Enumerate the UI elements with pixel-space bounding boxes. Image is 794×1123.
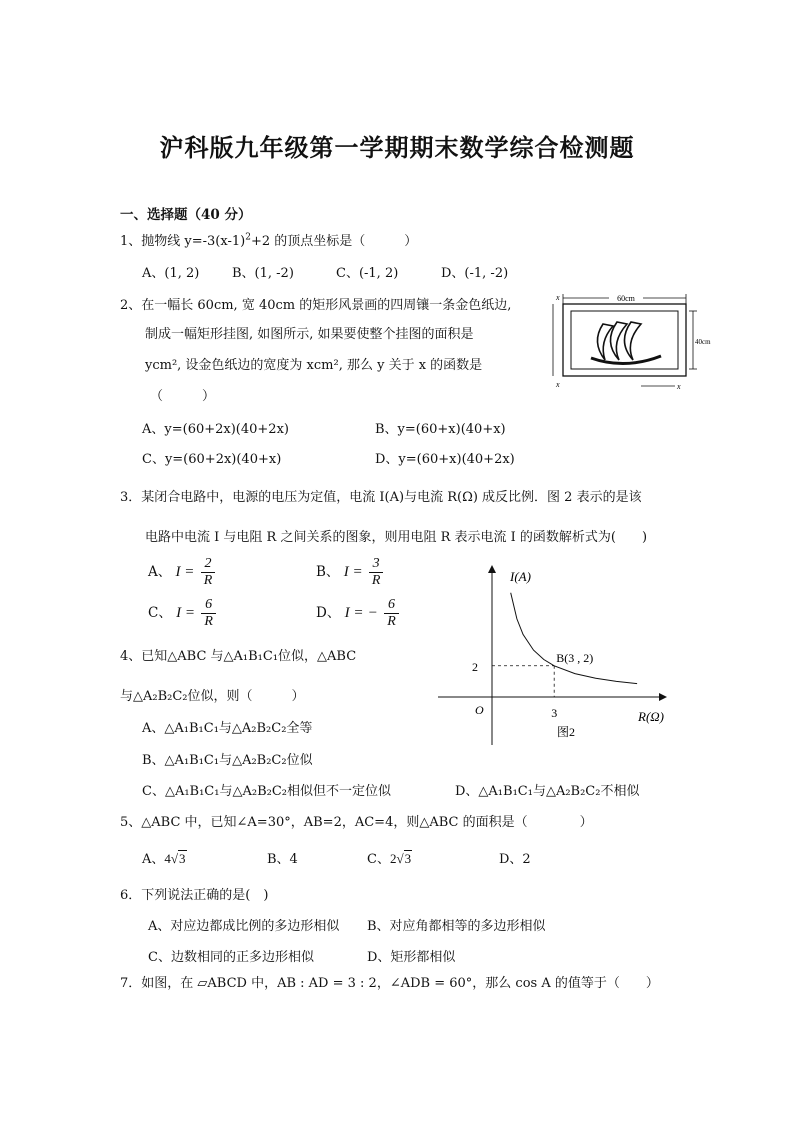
sqrt-radicand: 3	[404, 851, 412, 866]
page-title: 沪科版九年级第一学期期末数学综合检测题	[159, 133, 635, 162]
fraction-numerator: 2	[204, 556, 212, 571]
x-tick-label: 3	[551, 706, 558, 720]
question-1-option-a[interactable]: A、(1, 2)	[142, 266, 200, 281]
question-7-stem: 7．如图，在 ▱ABCD 中，AB : AD = 3 : 2，∠ADB = 60°，那么 cos A 的值等于（ ）	[120, 976, 659, 991]
question-1-stem-a: 1、抛物线 y=-3(x-1)	[120, 234, 246, 249]
question-3-option-c[interactable]	[148, 597, 218, 630]
fraction-denominator: R	[201, 572, 216, 589]
question-1-stem-b: +2 的顶点坐标是（ ）	[250, 234, 418, 249]
frame-height-label: 40cm	[695, 338, 711, 346]
question-6-option-d[interactable]: D、矩形都相似	[367, 950, 456, 965]
question-2-line-4: （ ）	[150, 389, 216, 404]
question-5-option-a[interactable]	[142, 848, 187, 867]
fraction-numerator: 6	[388, 597, 395, 612]
option-label: A、	[142, 852, 165, 867]
question-6-option-a[interactable]: A、对应边都成比例的多边形相似	[148, 919, 340, 934]
fraction-denominator: R	[384, 613, 399, 630]
fraction-denominator: R	[201, 613, 216, 630]
option-label: B、	[316, 564, 340, 580]
inverse-proportion-graph	[430, 560, 680, 750]
frame-x-label-bottom: x	[556, 380, 560, 389]
question-3-option-d[interactable]	[316, 597, 401, 630]
point-b-label: B(3 , 2)	[556, 650, 594, 665]
question-5-option-c[interactable]	[367, 848, 412, 867]
option-fraction	[369, 556, 384, 589]
question-4-option-d[interactable]: D、△A₁B₁C₁与△A₂B₂C₂不相似	[455, 784, 640, 799]
sqrt-expression: 2√3	[389, 851, 412, 866]
option-label: C、	[367, 852, 390, 867]
sqrt-radicand: 3	[179, 851, 186, 866]
option-fraction	[384, 597, 399, 630]
option-fraction	[201, 597, 216, 630]
x-axis-label: R(Ω)	[638, 709, 664, 724]
curve-series	[511, 593, 637, 684]
option-lhs: I =	[343, 564, 363, 580]
question-5-stem: 5、△ABC 中，已知∠A=30°，AB=2，AC=4，则△ABC 的面积是（ ）	[120, 815, 593, 830]
option-lhs: I =	[344, 605, 364, 621]
y-axis-label: I(A)	[510, 569, 531, 584]
frame-x-label-top: x	[556, 293, 560, 302]
question-2-line-1: 2、在一幅长 60cm, 宽 40cm 的矩形风景画的四周镶一条金色纸边,	[120, 298, 512, 313]
question-2-option-a[interactable]: A、y=(60+2x)(40+2x)	[142, 422, 289, 437]
question-3-option-b[interactable]	[316, 556, 385, 589]
question-2-option-c[interactable]: C、y=(60+2x)(40+x)	[142, 452, 282, 467]
frame-figure	[545, 290, 715, 400]
frame-x-label-right: x	[677, 382, 681, 391]
sqrt-coefficient: 2	[389, 851, 397, 866]
question-2-line-3: ycm², 设金色纸边的宽度为 xcm², 那么 y 关于 x 的函数是	[145, 358, 483, 373]
fraction-numerator: 6	[205, 597, 213, 612]
question-1-stem	[120, 230, 417, 249]
question-5-option-d[interactable]: D、2	[499, 852, 531, 867]
frame-width-label: 60cm	[617, 294, 635, 303]
option-label: C、	[148, 605, 172, 621]
fraction-denominator: R	[369, 572, 384, 589]
sqrt-expression: 4√3	[164, 851, 186, 866]
origin-label: O	[475, 703, 484, 717]
question-3-line-2: 电路中电流 I 与电阻 R 之间关系的图象，则用电阻 R 表示电流 I 的函数解析式为( )	[145, 530, 648, 545]
question-4-line-2: 与△A₂B₂C₂位似，则（ ）	[120, 689, 305, 704]
question-2-option-d[interactable]: D、y=(60+x)(40+2x)	[375, 452, 515, 467]
question-2-line-2: 制成一幅矩形挂图, 如图所示, 如果要使整个挂图的面积是	[145, 327, 474, 342]
question-1-option-b[interactable]: B、(1, -2)	[232, 266, 294, 281]
fraction-numerator: 3	[372, 556, 380, 571]
option-label: A、	[148, 564, 172, 580]
question-4-option-a[interactable]: A、△A₁B₁C₁与△A₂B₂C₂全等	[142, 721, 313, 736]
question-4-option-b[interactable]: B、△A₁B₁C₁与△A₂B₂C₂位似	[142, 753, 313, 768]
option-label: D、	[316, 605, 341, 621]
question-4-option-c[interactable]: C、△A₁B₁C₁与△A₂B₂C₂相似但不一定位似	[142, 784, 391, 799]
section-heading: 一、选择题（40 分）	[120, 207, 252, 223]
question-1-exponent: 2	[245, 232, 251, 243]
question-5-option-b[interactable]: B、4	[267, 852, 298, 867]
question-1-option-c[interactable]: C、(-1, 2)	[336, 266, 399, 281]
question-3-line-1: 3．某闭合电路中，电源的电压为定值，电流 I(A)与电流 R(Ω) 成反比例．图 2 表示的是该	[120, 490, 642, 505]
option-sign: −	[367, 605, 378, 621]
question-3-option-a[interactable]	[148, 556, 217, 589]
question-6-stem: 6．下列说法正确的是( )	[120, 888, 269, 903]
option-lhs: I =	[176, 605, 196, 621]
question-2-option-b[interactable]: B、y=(60+x)(40+x)	[375, 422, 506, 437]
question-1-option-d[interactable]: D、(-1, -2)	[441, 266, 509, 281]
question-6-option-c[interactable]: C、边数相同的正多边形相似	[148, 950, 314, 965]
option-lhs: I =	[175, 564, 195, 580]
sqrt-coefficient: 4	[164, 851, 171, 866]
option-fraction	[201, 556, 216, 589]
graph-caption: 图2	[557, 725, 576, 739]
question-6-option-b[interactable]: B、对应角都相等的多边形相似	[367, 919, 546, 934]
question-4-line-1: 4、已知△ABC 与△A₁B₁C₁位似，△ABC	[120, 649, 357, 664]
y-tick-label: 2	[472, 659, 478, 674]
